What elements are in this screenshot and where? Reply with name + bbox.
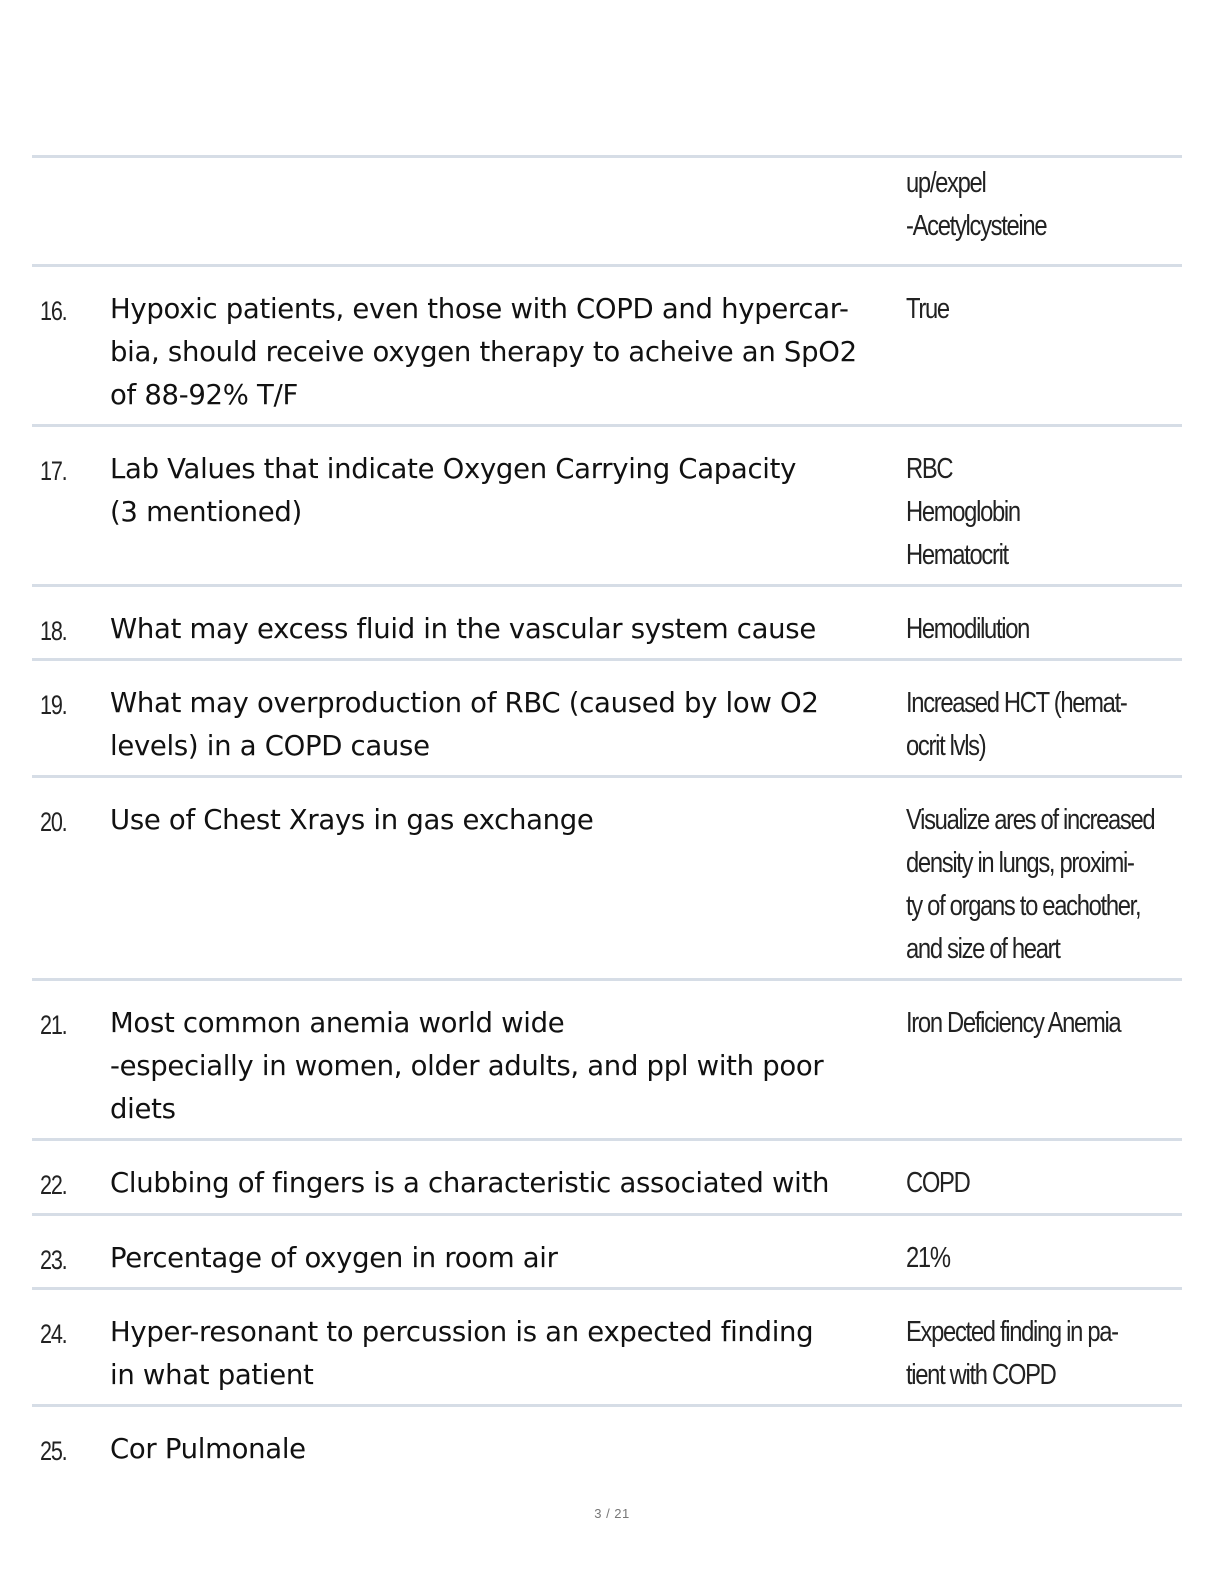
- card-term: What may overproduction of RBC (caused by low O2 levels) in a COPD cause: [110, 687, 819, 762]
- card-term: Clubbing of fingers is a characteristic associated with: [110, 1167, 830, 1199]
- card-definition: Hemodilution: [906, 613, 1030, 645]
- card-definition: Iron Deficiency Anemia: [906, 1007, 1121, 1039]
- card-term: Cor Pulmonale: [110, 1433, 306, 1465]
- card-number: 16.: [40, 296, 67, 326]
- card-number: 24.: [40, 1319, 67, 1349]
- card-term: [110, 158, 906, 195]
- card-number: 23.: [40, 1245, 67, 1275]
- card-number: 25.: [40, 1436, 67, 1466]
- card-term: Hypoxic patients, even those with COPD and hypercar- bia, should receive oxygen therapy to acheive an SpO2 of 88-92% T/F: [110, 293, 857, 411]
- card-definition: RBC Hemoglobin Hematocrit: [906, 453, 1020, 571]
- card-number: 21.: [40, 1010, 67, 1040]
- flashcard-table: [32, 155, 1182, 1478]
- table-row: [32, 775, 1182, 978]
- card-definition: True: [906, 293, 949, 325]
- table-row: [32, 1287, 1182, 1404]
- table-row: [32, 264, 1182, 424]
- card-number: 20.: [40, 807, 67, 837]
- table-row: [32, 978, 1182, 1138]
- table-row: [32, 658, 1182, 775]
- card-definition: Increased HCT (hemat- ocrit lvls): [906, 687, 1127, 762]
- card-definition: [906, 1407, 1177, 1444]
- card-number: 19.: [40, 690, 67, 720]
- card-term: Lab Values that indicate Oxygen Carrying Capacity (3 mentioned): [110, 453, 797, 528]
- table-row: [32, 584, 1182, 658]
- card-definition: Expected finding in pa- tient with COPD: [906, 1316, 1118, 1391]
- table-row: [32, 1404, 1182, 1478]
- card-number: 22.: [40, 1170, 67, 1200]
- card-definition: up/expel -Acetylcysteine: [906, 167, 1047, 242]
- table-row: [32, 155, 1182, 264]
- card-number: 17.: [40, 456, 67, 486]
- card-term: Most common anemia world wide -especially in women, older adults, and ppl with poor diets: [110, 1007, 824, 1125]
- table-row: [32, 1138, 1182, 1213]
- card-number: 18.: [40, 616, 67, 646]
- table-row: [32, 1213, 1182, 1287]
- card-term: Use of Chest Xrays in gas exchange: [110, 804, 594, 836]
- card-term: What may excess fluid in the vascular system cause: [110, 613, 816, 645]
- card-term: Percentage of oxygen in room air: [110, 1242, 558, 1274]
- card-term: Hyper-resonant to percussion is an expected finding in what patient: [110, 1316, 814, 1391]
- card-definition: Visualize ares of increased density in lungs, proximi- ty of organs to eachother, and size of heart: [906, 804, 1155, 965]
- card-definition: 21%: [906, 1242, 950, 1274]
- page-indicator: 3 / 21: [594, 1506, 630, 1521]
- card-definition: COPD: [906, 1167, 970, 1199]
- card-number: [32, 158, 94, 181]
- table-row: [32, 424, 1182, 584]
